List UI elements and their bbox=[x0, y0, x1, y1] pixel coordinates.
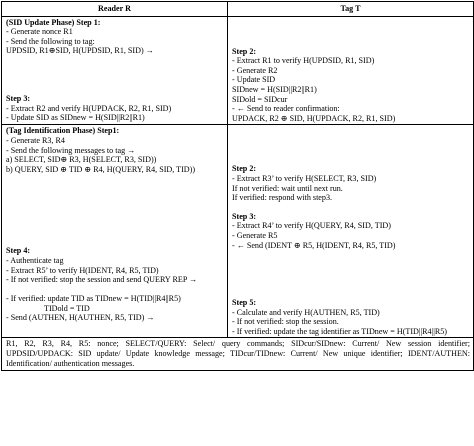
reader-sid-update-cell bbox=[2, 16, 228, 125]
tag-step5-title: Step 5: bbox=[232, 298, 257, 308]
tag-step2-line: SIDold = SIDcur bbox=[232, 94, 288, 104]
tag-step2-line: - Update SID bbox=[232, 75, 276, 85]
tag-id-step2-line: If not verified: wait until next run. bbox=[232, 183, 343, 193]
tag-step2-line: - Generate R2 bbox=[232, 65, 278, 75]
reader-step1-line: UPDSID, R1⊕SID, H(UPDSID, R1, SID) → bbox=[6, 46, 154, 56]
tag-identification-row bbox=[2, 125, 474, 338]
spacer bbox=[6, 174, 224, 246]
reader-id-step1-title: (Tag Identification Phase) Step1: bbox=[6, 126, 120, 136]
notes-row bbox=[2, 338, 474, 370]
tag-step3-line: - ← Send (IDENT ⊕ R5, H(IDENT, R4, R5, TID) bbox=[232, 240, 396, 250]
reader-step4-line: TIDold = TID bbox=[44, 303, 90, 313]
notes-cell: R1, R2, R3, R4, R5: nonce; SELECT/QUERY: Select/ query commands; SIDcur/SIDnew: Current/ New session identifier; UPDSID/UPDACK: SID update/ Update knowledge message; TIDcur/TIDnew: Current/ New unique identifier; IDENT/AUTHEN: Identification/ authentication messages. bbox=[2, 338, 474, 370]
reader-step4-line: - Send (AUTHEN, H(AUTHEN, R5, TID) → bbox=[6, 313, 155, 323]
spacer bbox=[232, 126, 470, 164]
reader-id-step1-line: b) QUERY, SID ⊕ TID ⊕ R4, H(QUERY, R4, SID, TID)) bbox=[6, 164, 196, 174]
reader-step1-line: - Generate nonce R1 bbox=[6, 27, 73, 37]
spacer bbox=[232, 203, 470, 212]
tag-id-step2-title: Step 2: bbox=[232, 164, 257, 174]
reader-step3-title: Step 3: bbox=[6, 93, 31, 103]
spacer bbox=[232, 18, 470, 47]
spacer bbox=[6, 285, 224, 295]
tag-step2-line: SIDnew = H(SID||R2||R1) bbox=[232, 84, 317, 94]
sid-update-row bbox=[2, 16, 474, 125]
reader-step4-line: - If not verified: stop the session and send QUERY REP → bbox=[6, 275, 198, 285]
tag-identification-cell bbox=[228, 125, 474, 338]
tag-step2-line: UPDACK, R2 ⊕ SID, H(UPDACK, R2, R1, SID) bbox=[232, 113, 396, 123]
spacer bbox=[232, 250, 470, 298]
reader-step3-line: - Update SID as SIDnew = H(SID||R2||R1) bbox=[6, 113, 145, 123]
reader-column-header: Reader R bbox=[2, 2, 228, 17]
tag-step2-line: - Extract R1 to verify H(UPDSID, R1, SID) bbox=[232, 56, 375, 66]
tag-step2-line: - ← Send to reader confirmation: bbox=[232, 104, 340, 114]
reader-step3-line: - Extract R2 and verify H(UPDACK, R2, R1, SID) bbox=[6, 103, 172, 113]
tag-sid-update-cell bbox=[228, 16, 474, 125]
tag-step5-line: - If verified: update the tag identifier as TIDnew = H(TID||R4||R5) bbox=[232, 326, 447, 336]
header-row bbox=[2, 2, 474, 17]
reader-step4-title: Step 4: bbox=[6, 246, 31, 256]
reader-id-step1-line: - Send the following messages to tag → bbox=[6, 145, 136, 155]
reader-identification-cell bbox=[2, 125, 228, 338]
spacer bbox=[6, 56, 224, 94]
protocol-table-wrapper bbox=[1, 1, 473, 444]
tag-step5-line: - If not verified: stop the session. bbox=[232, 317, 339, 327]
tag-id-step2-line: If verified: respond with step3. bbox=[232, 193, 333, 203]
tag-column-header: Tag T bbox=[228, 2, 474, 17]
tag-step2-title: Step 2: bbox=[232, 46, 257, 56]
reader-id-step1-line: a) SELECT, SID⊕ R3, H(SELECT, R3, SID)) bbox=[6, 155, 157, 165]
reader-step1-title: (SID Update Phase) Step 1: bbox=[6, 17, 101, 27]
tag-step5-line: - Calculate and verify H(AUTHEN, R5, TID) bbox=[232, 307, 380, 317]
tag-step3-line: - Extract R4’ to verify H(QUERY, R4, SID, TID) bbox=[232, 221, 391, 231]
reader-step4-line: - Extract R5’ to verify H(IDENT, R4, R5, TID) bbox=[6, 265, 159, 275]
tag-step3-title: Step 3: bbox=[232, 211, 257, 221]
tag-id-step2-line: - Extract R3’ to verify H(SELECT, R3, SID) bbox=[232, 173, 377, 183]
reader-step1-line: - Send the following to tag: bbox=[6, 36, 95, 46]
reader-step4-line: - Authenticate tag bbox=[6, 255, 64, 265]
protocol-table bbox=[1, 1, 474, 371]
tag-step3-line: - Generate R5 bbox=[232, 230, 278, 240]
reader-id-step1-line: - Generate R3, R4 bbox=[6, 135, 65, 145]
reader-step4-line: - If verified: update TID as TIDnew = H(TID||R4||R5) bbox=[6, 294, 181, 304]
